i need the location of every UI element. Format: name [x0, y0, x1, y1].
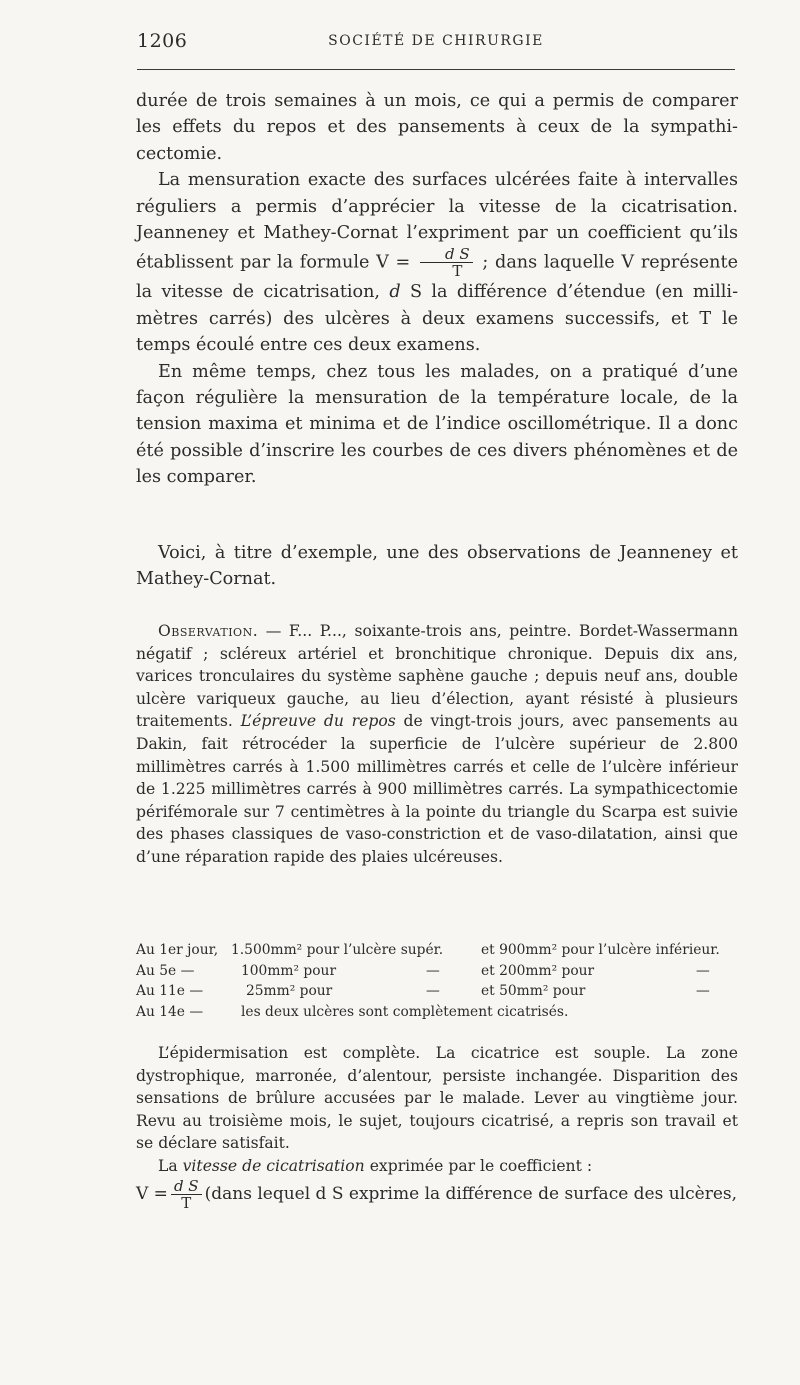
ditto-mark: —	[426, 962, 440, 979]
final-formula	[171, 1178, 202, 1211]
paragraph-2-end: S la différence d’étendue (en millimètres carrés) des ulcères à deux examens successifs, et T le temps écoulé entre ces deux examens.	[136, 282, 739, 356]
measurement-day: Au 1er jour,	[136, 942, 219, 958]
measurement-upper: les deux ulcères sont complètement cicatrisés.	[241, 1003, 569, 1020]
measurement-lower: et 900mm² pour l’ulcère inférieur.	[481, 942, 720, 958]
measurement-day: Au 14e —	[136, 1003, 204, 1020]
final-formula-text: (dans lequel d S exprime la différence de surface des ulcères,	[204, 1183, 738, 1204]
formula-numerator: d S	[420, 246, 473, 263]
intro-paragraph-3: En même temps, chez tous les malades, on a pratiqué d’une façon régulière la mensuration de la température locale, de la tension maxima et minima et de l’indice oscillométrique. Il a donc été possible d’inscrire les courbes de ces divers phénomènes et de les comparer.	[136, 361, 738, 488]
example-intro	[136, 540, 738, 593]
paragraph-2-middle: ; dans laquelle V représente la vitesse de cicatrisation,	[136, 252, 738, 303]
measurement-upper: 1.500mm² pour l’ulcère supér.	[231, 942, 444, 958]
ditto-mark: —	[426, 983, 440, 1000]
conclusion-block	[136, 1042, 738, 1211]
speed-text-end: exprimée par le coefficient :	[369, 1156, 593, 1175]
final-formula-lhs: V =	[136, 1183, 168, 1204]
final-formula-numerator: d S	[171, 1178, 202, 1195]
paragraph-2-italic-d: d	[389, 282, 401, 303]
conclusion-paragraph: L’épidermisation est complète. La cicatrice est souple. La zone dystrophique, marronée, d’alentour, persiste inchangée. Disparition des sensations de brûlure accusées par le malade. Lever au vingtième jour. Revu au troisième mois, le sujet, toujours cicatrisé, a repris son travail et se déclare satisfait.	[136, 1044, 738, 1153]
speed-paragraph	[136, 1155, 738, 1178]
speed-formula	[420, 246, 473, 279]
intro-paragraph-2	[136, 167, 738, 358]
intro-paragraph-1: durée de trois semaines à un mois, ce qui a permis de comparer les effets du repos et des pansements à ceux de la sympathicectomie.	[136, 91, 738, 164]
measurement-table	[136, 940, 738, 1022]
observation-text-1: — F... P..., soixante-trois ans, peintre. Bordet-Wassermann négatif ; scléreux artériel et bronchitique chronique. Depuis dix ans, varices tronculaires du système saphène gauche ; depuis neuf ans, double ulcère variqueux gauche, au lieu d’élection, ayant résisté à plusieurs traitements.	[136, 622, 738, 731]
observation-italic: L’épreuve du repos	[240, 712, 396, 731]
running-title: SOCIÉTÉ DE CHIRURGIE	[328, 33, 544, 49]
page-number: 1206	[137, 30, 188, 52]
final-formula-denominator: T	[181, 1193, 192, 1212]
final-formula-line	[136, 1178, 738, 1211]
page-header	[137, 30, 735, 54]
observation-paragraph	[136, 620, 738, 869]
observation-block	[136, 620, 738, 869]
observation-text-2: de vingt-trois jours, avec pansements au Dakin, fait rétrocéder la superficie de l’ulcère supérieur de 2.800 millimètres carrés à 1.500 millimètres carrés et celle de l’ulcère inférieur de 1.225 millimètres carrés à 900 millimètres carrés. La sympathicectomie périfémorale sur 7 centimètres à la pointe du triangle du Scarpa est suivie des phases classiques de vaso-constriction et de vaso-dilatation, ainsi que d’une réparation rapide des plaies ulcéreuses.	[136, 712, 739, 866]
observation-label: Observation.	[158, 622, 259, 640]
paragraph-2-start: La mensuration exacte des surfaces ulcérées faite à intervalles réguliers a permis d’apprécier la vitesse de la cicatrisation. Jeanneney et Mathey-Cornat l’expriment par un coefficient qu’ils établissent par la formule V =	[136, 170, 738, 273]
ditto-mark: —	[696, 962, 710, 979]
measurement-row	[136, 1002, 738, 1023]
measurement-lower: et 200mm² pour	[481, 962, 595, 979]
measurement-upper: 100mm² pour	[241, 962, 337, 979]
header-rule	[137, 69, 735, 70]
speed-italic: vitesse de cicatrisation	[182, 1156, 365, 1175]
intro-text	[136, 88, 738, 491]
measurement-day: Au 5e —	[136, 962, 195, 979]
measurement-upper: 25mm² pour	[246, 983, 333, 1000]
measurement-lower: et 50mm² pour	[481, 983, 586, 1000]
measurement-row	[136, 961, 738, 982]
intro-paragraph-4: Voici, à titre d’exemple, une des observations de Jeanneney et Mathey-Cornat.	[136, 543, 738, 590]
measurement-row	[136, 981, 738, 1002]
measurement-day: Au 11e —	[136, 983, 204, 1000]
measurement-row	[136, 940, 738, 961]
speed-text-start: La	[158, 1156, 178, 1175]
formula-denominator: T	[452, 262, 463, 281]
ditto-mark: —	[696, 983, 710, 1000]
